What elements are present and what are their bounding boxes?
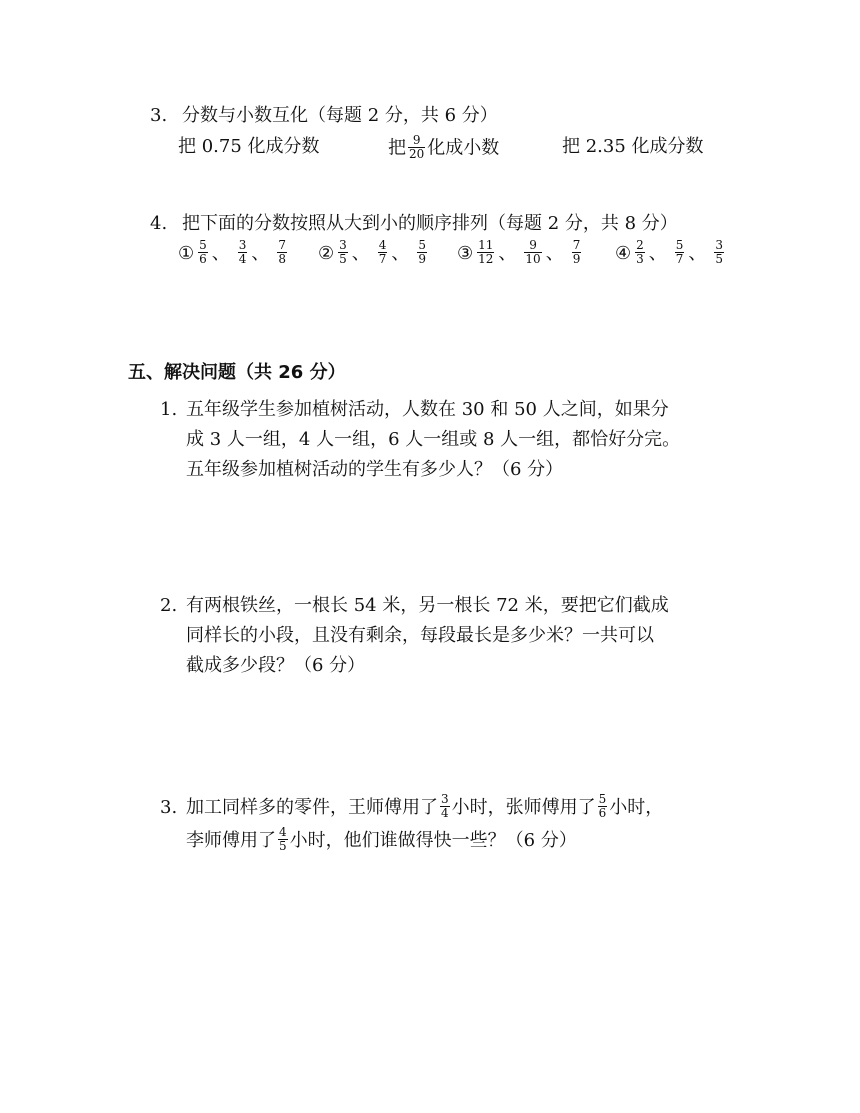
problem-2	[160, 594, 669, 678]
fraction	[278, 826, 288, 853]
question-number: 4.	[150, 213, 168, 234]
fraction	[198, 239, 208, 266]
denominator: 3	[636, 252, 644, 266]
numerator: 3	[339, 238, 347, 252]
denominator: 7	[675, 252, 684, 266]
denominator: 9	[572, 252, 581, 266]
q3-item-b	[388, 135, 499, 162]
problem-text: 李师傅用了	[186, 829, 276, 851]
denominator: 7	[378, 252, 387, 266]
group-label: ①	[178, 242, 195, 264]
numerator: 3	[441, 792, 449, 806]
problem-text: 加工同样多的零件，王师傅用了	[186, 796, 438, 818]
fraction	[338, 239, 348, 266]
fraction	[714, 239, 724, 266]
fraction	[524, 239, 541, 266]
q4-group-2	[318, 240, 429, 267]
group-label: ④	[615, 242, 632, 264]
denominator: 10	[525, 252, 541, 266]
q3-item-b-prefix: 把	[388, 137, 406, 159]
problem-line: 成 3 人一组，4 人一组，6 人一组或 8 人一组，都恰好分完。	[186, 429, 681, 450]
numerator: 4	[279, 825, 287, 839]
fraction	[598, 793, 608, 820]
fraction	[417, 239, 427, 266]
numerator: 7	[572, 238, 581, 252]
q3-item-a	[178, 135, 320, 159]
problem-line: 五年级学生参加植树活动，人数在 30 和 50 人之间，如果分	[186, 399, 669, 420]
problem-number: 3.	[160, 796, 178, 818]
numerator: 9	[412, 133, 421, 147]
separator: 、	[648, 242, 667, 264]
group-label: ③	[457, 242, 474, 264]
denominator: 8	[278, 252, 287, 266]
question-text: 把下面的分数按照从大到小的顺序排列（每题 2 分，共 8 分）	[182, 213, 678, 234]
separator: 、	[391, 242, 410, 264]
numerator: 7	[278, 238, 287, 252]
fraction	[238, 239, 248, 266]
separator: 、	[351, 242, 370, 264]
fraction	[408, 134, 425, 161]
separator: 、	[251, 242, 270, 264]
q3-item-c	[562, 135, 704, 159]
numerator: 11	[478, 238, 494, 252]
problem-line: 五年级参加植树活动的学生有多少人？（6 分）	[186, 459, 564, 480]
question-3	[150, 104, 498, 128]
denominator: 12	[478, 252, 494, 266]
problem-number: 2.	[160, 595, 178, 616]
denominator: 4	[441, 806, 449, 820]
problem-text: 小时，	[609, 796, 664, 818]
denominator: 4	[238, 252, 247, 266]
denominator: 6	[598, 806, 607, 820]
fraction	[477, 239, 494, 266]
numerator: 4	[378, 238, 387, 252]
denominator: 5	[339, 252, 347, 266]
separator: 、	[211, 242, 230, 264]
numerator: 2	[636, 238, 644, 252]
fraction	[675, 239, 685, 266]
numerator: 9	[529, 238, 537, 252]
problem-text: 小时，他们谁做得快一些？（6 分）	[289, 829, 577, 851]
numerator: 3	[238, 238, 247, 252]
denominator: 9	[418, 252, 427, 266]
problem-1	[160, 398, 680, 482]
fraction	[635, 239, 645, 266]
q3-item-a-text: 把 0.75 化成分数	[178, 136, 320, 157]
problem-line: 截成多少段？（6 分）	[186, 655, 366, 676]
numerator: 5	[598, 792, 607, 806]
numerator: 5	[418, 238, 427, 252]
question-4	[150, 212, 678, 236]
q3-item-b-suffix: 化成小数	[427, 137, 500, 159]
numerator: 5	[675, 238, 684, 252]
q4-group-4	[615, 240, 726, 267]
q4-group-3	[457, 240, 583, 267]
q4-group-1	[178, 240, 289, 267]
group-label: ②	[318, 242, 335, 264]
fraction	[572, 239, 582, 266]
problem-line: 同样长的小段，且没有剩余，每段最长是多少米？一共可以	[186, 625, 654, 646]
separator: 、	[498, 242, 517, 264]
fraction	[378, 239, 388, 266]
separator: 、	[688, 242, 707, 264]
problem-text: 小时，张师傅用了	[451, 796, 596, 818]
question-number: 3.	[150, 105, 168, 126]
problem-line: 有两根铁丝，一根长 54 米，另一根长 72 米，要把它们截成	[186, 595, 669, 616]
problem-3	[160, 794, 663, 854]
denominator: 5	[715, 252, 724, 266]
fraction	[440, 793, 450, 820]
section-title: 五、解决问题（共 26 分）	[128, 362, 346, 383]
numerator: 5	[199, 238, 207, 252]
question-text: 分数与小数互化（每题 2 分，共 6 分）	[182, 105, 498, 126]
q3-item-c-text: 把 2.35 化成分数	[562, 136, 704, 157]
denominator: 5	[279, 839, 287, 853]
denominator: 6	[199, 252, 207, 266]
fraction	[277, 239, 287, 266]
numerator: 3	[715, 238, 724, 252]
problem-number: 1.	[160, 399, 178, 420]
separator: 、	[545, 242, 564, 264]
denominator: 20	[409, 147, 425, 161]
